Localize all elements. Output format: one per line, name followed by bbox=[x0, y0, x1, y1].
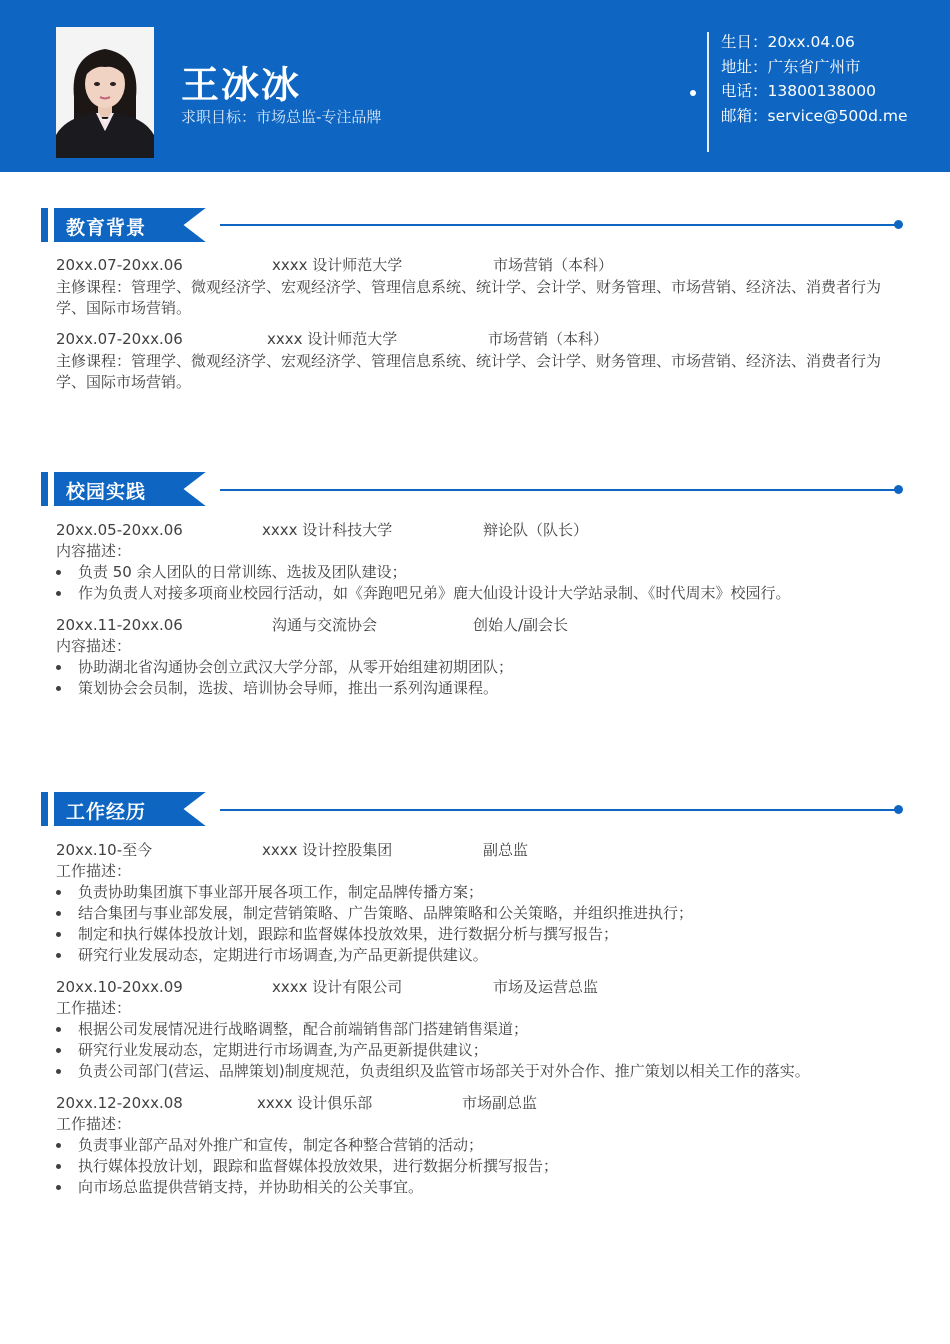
campus-entry-header bbox=[56, 615, 569, 636]
bullet-dot bbox=[56, 1164, 61, 1169]
education-entry-header bbox=[56, 329, 609, 350]
bullet-dot bbox=[56, 1048, 61, 1053]
entry-date: 20xx.07-20xx.06 bbox=[56, 256, 183, 274]
section-bar bbox=[41, 792, 48, 826]
desc-label: 工作描述： bbox=[56, 862, 132, 880]
entry-role: 市场及运营总监 bbox=[493, 978, 599, 996]
bullet-dot bbox=[56, 686, 61, 691]
section-label: 工作经历 bbox=[66, 801, 147, 823]
desc-label: 内容描述： bbox=[56, 542, 132, 560]
header-divider bbox=[707, 32, 709, 152]
section-rule-dot bbox=[894, 220, 903, 229]
campus-entry-header bbox=[56, 520, 589, 541]
entry-role: 创始人/副会长 bbox=[473, 616, 569, 634]
info-phone: 电话：13800138000 bbox=[721, 82, 876, 100]
entry-date: 20xx.12-20xx.08 bbox=[56, 1094, 183, 1112]
info-email: 邮箱：service@500d.me bbox=[721, 106, 908, 125]
desc-label: 内容描述： bbox=[56, 637, 132, 655]
candidate-name: 王冰冰 bbox=[181, 63, 302, 107]
section-title-campus bbox=[41, 472, 208, 508]
education-courses: 主修课程：管理学、微观经济学、宏观经济学、管理信息系统、统计学、会计学、财务管理、市场营销、经济法、消费者行为学、国际市场营销。 bbox=[56, 352, 882, 391]
bullet-dot bbox=[56, 570, 61, 575]
bullet-dot bbox=[56, 1027, 61, 1032]
bullet-dot bbox=[56, 1185, 61, 1190]
entry-date: 20xx.11-20xx.06 bbox=[56, 616, 183, 634]
desc-label: 工作描述： bbox=[56, 1115, 132, 1133]
bullet-dot bbox=[56, 591, 61, 596]
entry-date: 20xx.10-至今 bbox=[56, 841, 153, 859]
portrait-image bbox=[56, 27, 154, 158]
section-rule bbox=[220, 489, 898, 491]
section-rule bbox=[220, 224, 898, 226]
entry-major: 市场营销（本科） bbox=[488, 330, 609, 348]
section-bar bbox=[41, 208, 48, 242]
entry-date: 20xx.05-20xx.06 bbox=[56, 521, 183, 539]
header-dot bbox=[690, 90, 696, 96]
bullet-dot bbox=[56, 911, 61, 916]
section-label: 校园实践 bbox=[66, 481, 147, 503]
entry-org: xxxx 设计控股集团 bbox=[262, 841, 393, 859]
entry-school: xxxx 设计师范大学 bbox=[272, 256, 403, 274]
entry-org: 沟通与交流协会 bbox=[272, 616, 378, 634]
bullet-dot bbox=[56, 1143, 61, 1148]
entry-org: xxxx 设计有限公司 bbox=[272, 978, 403, 996]
bullet-dot bbox=[56, 1069, 61, 1074]
section-bar bbox=[41, 472, 48, 506]
education-courses: 主修课程：管理学、微观经济学、宏观经济学、管理信息系统、统计学、会计学、财务管理、市场营销、经济法、消费者行为学、国际市场营销。 bbox=[56, 278, 882, 317]
section-label: 教育背景 bbox=[66, 217, 147, 239]
section-title-work bbox=[41, 792, 208, 828]
desc-label: 工作描述： bbox=[56, 999, 132, 1017]
info-birthday: 生日：20xx.04.06 bbox=[721, 33, 855, 51]
entry-date: 20xx.07-20xx.06 bbox=[56, 330, 183, 348]
contact-info bbox=[721, 30, 908, 128]
section-rule-dot bbox=[894, 805, 903, 814]
bullet-dot bbox=[56, 890, 61, 895]
entry-org: xxxx 设计科技大学 bbox=[262, 521, 393, 539]
entry-role: 市场副总监 bbox=[462, 1094, 538, 1112]
bullet-dot bbox=[56, 665, 61, 670]
section-rule bbox=[220, 809, 898, 811]
entry-school: xxxx 设计师范大学 bbox=[267, 330, 398, 348]
work-entry-header bbox=[56, 840, 529, 861]
entry-role: 辩论队（队长） bbox=[483, 521, 589, 539]
work-entry-header bbox=[56, 977, 599, 998]
bullet-dot bbox=[56, 932, 61, 937]
profile-photo bbox=[56, 27, 154, 158]
section-title-education bbox=[41, 208, 208, 244]
header-banner bbox=[0, 0, 950, 172]
section-rule-dot bbox=[894, 485, 903, 494]
info-address: 地址：广东省广州市 bbox=[721, 57, 861, 76]
entry-org: xxxx 设计俱乐部 bbox=[257, 1094, 373, 1112]
entry-role: 副总监 bbox=[483, 841, 529, 859]
work-entry-header bbox=[56, 1093, 538, 1114]
job-target: 求职目标：市场总监-专注品牌 bbox=[181, 108, 382, 126]
education-entry-header bbox=[56, 255, 614, 276]
bullet-dot bbox=[56, 953, 61, 958]
entry-major: 市场营销（本科） bbox=[493, 256, 614, 274]
entry-date: 20xx.10-20xx.09 bbox=[56, 978, 183, 996]
